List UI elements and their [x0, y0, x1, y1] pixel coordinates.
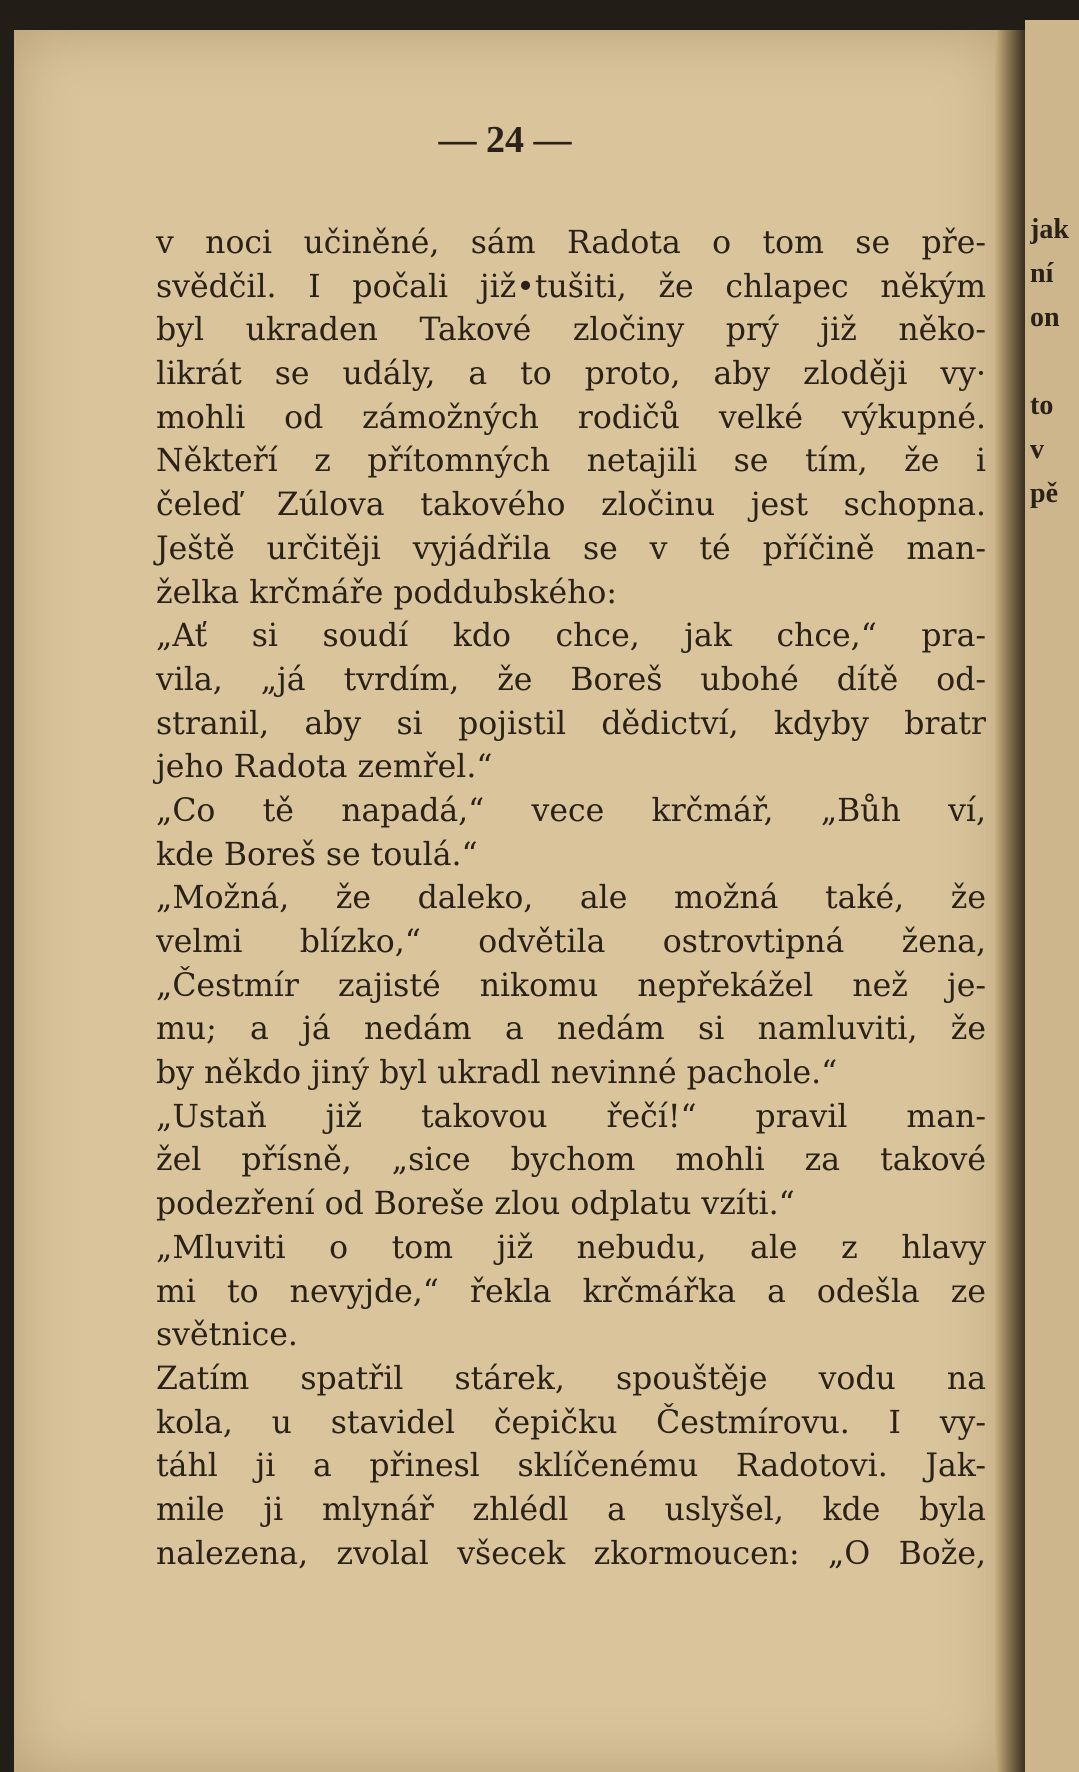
text-line: Někteří z přítomných netajili se tím, že i — [156, 443, 986, 480]
adjacent-fragment: to — [1030, 390, 1054, 421]
text-line: kde Boreš se toulá.“ — [156, 836, 478, 873]
text-line: velmi blízko,“ odvětila ostrovtipná žena, — [156, 924, 986, 960]
text-line: Ještě určitěji vyjádřila se v té příčině man- — [156, 530, 986, 567]
text-line: likrát se udály, a to proto, aby zloději vy· — [156, 356, 986, 393]
text-line: podezření od Boreše zlou odplatu vzíti.“ — [156, 1186, 795, 1223]
text-line: čeleď Zúlova takového zločinu jest schopna. — [156, 487, 986, 524]
text-line: „Ustaň již takovou řečí!“ pravil man- — [156, 1098, 986, 1135]
page-number: — 24 — — [438, 119, 572, 161]
adjacent-fragment: v — [1030, 434, 1044, 465]
text-line: želka krčmáře poddubského: — [156, 574, 618, 611]
text-line: nalezena, zvolal všecek zkormoucen: „O Bože, — [156, 1535, 986, 1572]
text-line: vila, „já tvrdím, že Boreš ubohé dítě od- — [156, 661, 986, 698]
text-line: svědčil. I počali již•tušiti, že chlapec někým — [156, 268, 986, 305]
adjacent-fragment: ní — [1030, 258, 1054, 289]
adjacent-fragment: pě — [1030, 478, 1058, 509]
text-line: kola, u stavidel čepičku Čestmírovu. I vy- — [156, 1404, 986, 1441]
body-text — [156, 222, 986, 1576]
text-line: byl ukraden Takové zločiny prý již něko- — [156, 312, 986, 349]
adjacent-fragment: jak — [1030, 214, 1069, 245]
text-line: by někdo jiný byl ukradl nevinné pachole.“ — [156, 1055, 838, 1092]
text-line: stranil, aby si pojistil dědictví, kdyby bratr — [156, 705, 986, 742]
text-line: mi to nevyjde,“ řekla krčmářka a odešla ze — [156, 1273, 986, 1310]
adjacent-fragment: on — [1030, 302, 1060, 333]
text-line: „Ať si soudí kdo chce, jak chce,“ pra- — [156, 618, 986, 655]
text-line: „Čestmír zajisté nikomu nepřekážel než je- — [156, 967, 986, 1004]
text-line: v noci učiněné, sám Radota o tom se pře- — [156, 225, 986, 261]
book-gutter — [995, 30, 1025, 1772]
text-line: „Co tě napadá,“ vece krčmář, „Bůh ví, — [156, 792, 986, 829]
text-line: žel přísně, „sice bychom mohli za takové — [156, 1142, 986, 1179]
adjacent-page-fragments — [1030, 208, 1079, 516]
text-line: mohli od zámožných rodičů velké výkupné. — [156, 399, 986, 436]
adjacent-fragment — [1030, 340, 1079, 384]
text-line: světnice. — [156, 1317, 298, 1354]
text-line: jeho Radota zemřel.“ — [156, 749, 493, 786]
text-line: mu; a já nedám a nedám si namluviti, že — [156, 1011, 986, 1048]
text-line: mile ji mlynář zhlédl a uslyšel, kde byla — [156, 1491, 986, 1528]
text-line: „Možná, že daleko, ale možná také, že — [156, 880, 986, 917]
text-line: Zatím spatřil stárek, spouštěje vodu na — [156, 1360, 986, 1397]
text-line: táhl ji a přinesl sklíčenému Radotovi. Jak- — [156, 1448, 986, 1485]
text-line: „Mluviti o tom již nebudu, ale z hlavy — [156, 1229, 986, 1266]
